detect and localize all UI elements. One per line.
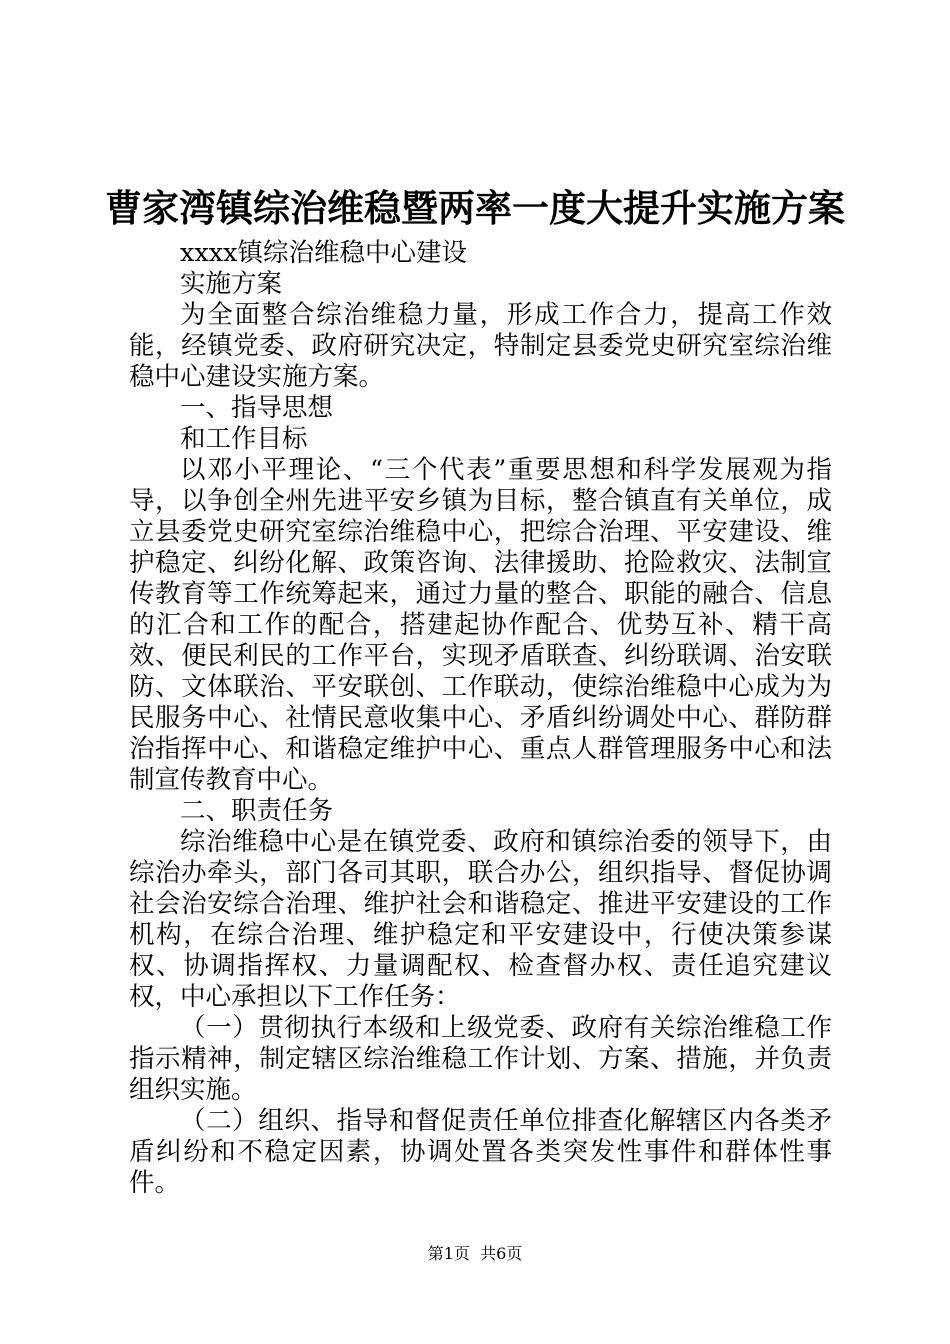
paragraph-task-1: （一）贯彻执行本级和上级党委、政府有关综治维稳工作指示精神，制定辖区综治维稳工作计划、方案、措施，并负责组织实施。 <box>129 1013 832 1105</box>
paragraph-intro: 为全面整合综治维稳力量，形成工作合力，提高工作效能，经镇党委、政府研究决定，特制定县委党史研究室综治维稳中心建设实施方案。 <box>129 300 832 392</box>
paragraph-subtitle-2: 实施方案 <box>180 269 283 299</box>
page-footer <box>0 1244 950 1264</box>
document-body <box>129 238 832 1199</box>
section-heading-1: 一、指导思想 <box>180 393 334 423</box>
document-title: 曹家湾镇综治维稳暨两率一度大提升实施方案 <box>105 186 845 230</box>
paragraph-duties: 综治维稳中心是在镇党委、政府和镇综治委的领导下，由综治办牵头，部门各司其职，联合办公，组织指导、督促协调社会治安综合治理、维护社会和谐稳定、推进平安建设的工作机构，在综合治理、维护稳定和平安建设中，行使决策参谋权、协调指挥权、力量调配权、检查督办权、责任追究建议权，中心承担以下工作任务： <box>129 827 832 1012</box>
page-total: 共6页 <box>480 1244 523 1263</box>
page-number: 第1页 <box>427 1244 470 1263</box>
paragraph-subtitle-1: xxxx镇综治维稳中心建设 <box>180 238 468 268</box>
paragraph-task-2: （二）组织、指导和督促责任单位排查化解辖区内各类矛盾纠纷和不稳定因素，协调处置各类突发性事件和群体性事件。 <box>129 1106 832 1198</box>
paragraph-guiding-thought: 以邓小平理论、“三个代表”重要思想和科学发展观为指导，以争创全州先进平安乡镇为目标，整合镇直有关单位，成立县委党史研究室综治维稳中心，把综合治理、平安建设、维护稳定、纠纷化解、政策咨询、法律援助、抢险救灾、法制宣传教育等工作统筹起来，通过力量的整合、职能的融合、信息的汇合和工作的配合，搭建起协作配合、优势互补、精干高效、便民利民的工作平台，实现矛盾联查、纠纷联调、治安联防、文体联治、平安联创、工作联动，使综治维稳中心成为为民服务中心、社情民意收集中心、矛盾纠纷调处中心、群防群治指挥中心、和谐稳定维护中心、重点人群管理服务中心和法制宣传教育中心。 <box>129 455 832 795</box>
section-heading-1-cont: 和工作目标 <box>180 424 308 454</box>
section-heading-2: 二、职责任务 <box>180 796 334 826</box>
